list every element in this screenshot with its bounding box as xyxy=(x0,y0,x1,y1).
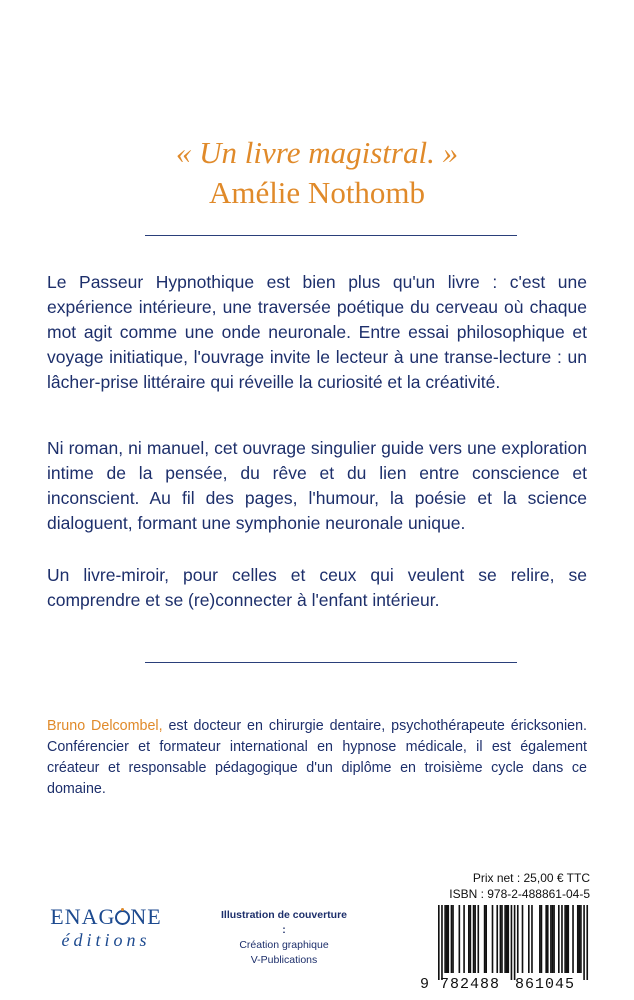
barcode-bar xyxy=(511,905,513,980)
barcode-bar xyxy=(468,905,470,973)
quote-text: « Un livre magistral. » xyxy=(175,135,459,170)
price-info xyxy=(420,870,590,902)
barcode-bar xyxy=(553,905,555,973)
barcode-digits xyxy=(420,976,592,996)
publisher-brand: ENAG NE xyxy=(50,904,162,929)
barcode-bar xyxy=(545,905,547,973)
barcode-icon xyxy=(420,905,592,980)
barcode-bar xyxy=(517,905,519,973)
barcode-bar xyxy=(477,905,479,973)
barcode-bar xyxy=(552,905,554,973)
barcode-bar xyxy=(501,905,503,973)
barcode-bar xyxy=(444,905,446,973)
barcode-bar xyxy=(438,905,440,980)
barcode-bar xyxy=(492,905,494,973)
paragraph-3: Un livre-miroir, pour celles et ceux qui veulent se relire, se comprendre et se (re)connecter à l'enfant intérieur. xyxy=(47,565,587,610)
barcode-bar xyxy=(452,905,454,973)
barcode-bar xyxy=(539,905,541,973)
barcode-bar xyxy=(577,905,579,973)
barcode-digit-first: 9 xyxy=(420,976,430,993)
divider-top xyxy=(145,235,517,236)
barcode-bar xyxy=(496,905,498,973)
credits-line-1: Création graphique xyxy=(239,939,329,951)
quote-author: Amélie Nothomb xyxy=(208,175,426,210)
barcode-bar xyxy=(558,905,560,973)
barcode-bar xyxy=(459,905,461,973)
author-bio xyxy=(47,716,587,800)
barcode-bar xyxy=(470,905,472,973)
barcode-bar xyxy=(485,905,487,973)
paragraph-1: Le Passeur Hypnothique est bien plus qu'un livre : c'est une expérience intérieure, une traversée poétique du cerveau où chaque mot agit comme une onde neuronale. Entre essai philosophique et voyage initiatique, l'ouvrage invite le lecteur à une transe-lecture : un lâcher-prise littéraire qui réveille la curiosité et la créativité. xyxy=(47,272,587,392)
quote-block xyxy=(0,133,634,213)
barcode-bar xyxy=(583,905,585,980)
barcode-bar xyxy=(484,905,486,973)
publisher-sub: éditions xyxy=(61,930,151,950)
barcode-bar xyxy=(561,905,563,973)
paragraph-2: Ni roman, ni manuel, cet ouvrage singulier guide vers une exploration intime de la pensée, du rêve et du lien entre conscience et inconscient. Au fil des pages, l'humour, la poésie et la science dialoguent, formant une symphonie neuronale unique. xyxy=(47,438,587,533)
author-name: Bruno Delcombel, xyxy=(47,718,163,734)
barcode-bar xyxy=(547,905,549,973)
barcode-bar xyxy=(506,905,508,973)
barcode-bar xyxy=(507,905,509,973)
barcode-bar xyxy=(579,905,581,973)
barcode-bar xyxy=(522,905,524,973)
barcode-bar xyxy=(531,905,533,973)
divider-bottom xyxy=(145,662,517,663)
barcode-bar xyxy=(541,905,543,973)
barcode-bar xyxy=(564,905,566,973)
isbn-line: ISBN : 978-2-488861-04-5 xyxy=(449,887,590,901)
barcode-bar xyxy=(550,905,552,973)
barcode-bar xyxy=(500,905,502,973)
barcode-bar xyxy=(473,905,475,973)
barcode-bar xyxy=(514,905,516,980)
barcode-bar xyxy=(566,905,568,973)
price-line: Prix net : 25,00 € TTC xyxy=(472,871,590,885)
barcode-bar xyxy=(446,905,448,973)
barcode-bar xyxy=(580,905,582,973)
cover-credits xyxy=(218,908,350,968)
credits-label: Illustration de couverture : xyxy=(220,909,348,936)
publisher-logo-o-icon xyxy=(115,910,130,925)
barcode-digits-left: 782488 xyxy=(440,976,501,993)
barcode-bar xyxy=(474,905,476,973)
barcode-bar xyxy=(441,905,443,980)
barcode-bar xyxy=(572,905,574,973)
barcode-bar xyxy=(504,905,506,973)
barcode-bar xyxy=(586,905,588,980)
barcode-digits-right: 861045 xyxy=(515,976,576,993)
barcode-bar xyxy=(528,905,530,973)
credits-line-2: V-Publications xyxy=(250,954,318,966)
author-bio-text: est docteur en chirurgie dentaire, psychothérapeute éricksonien. Conférencier et formateur international en hypnose médicale, il est également créateur et responsable pédagogique d'un diplôme en troisième cycle dans ce domaine. xyxy=(47,718,587,797)
barcode-bar xyxy=(567,905,569,973)
barcode-bar xyxy=(447,905,449,973)
publisher-logo xyxy=(46,904,166,951)
barcode-bar xyxy=(463,905,465,973)
barcode-bar xyxy=(451,905,453,973)
